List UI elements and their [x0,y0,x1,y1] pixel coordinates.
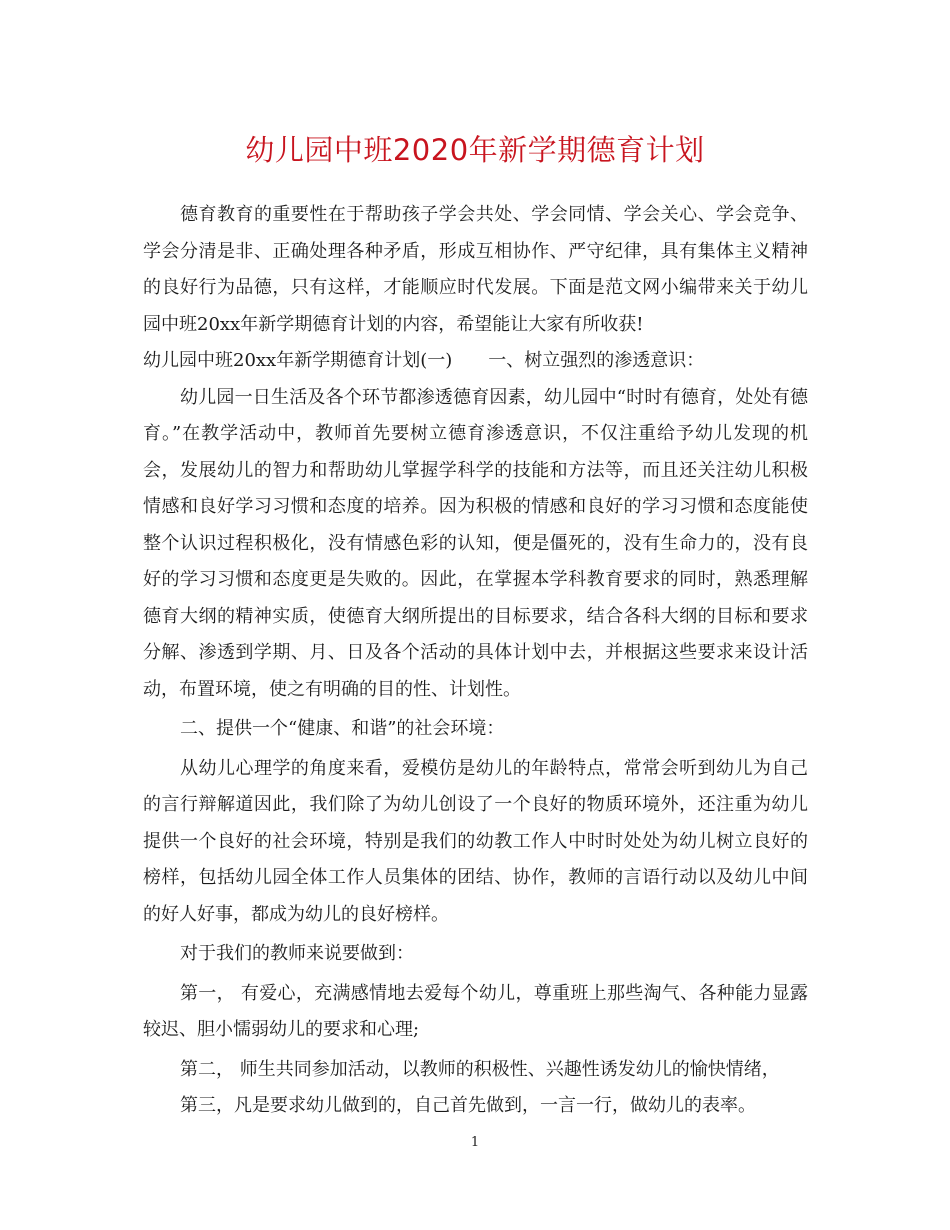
document-body [143,197,808,1125]
intro-paragraph: 德育教育的重要性在于帮助孩子学会共处、学会同情、学会关心、学会竞争、学会分清是非、正确处理各种矛盾，形成互相协作、严守纪律，具有集体主义精神的良好行为品德，只有这样，才能顺应时代发展。下面是范文网小编带来关于幼儿园中班20xx年新学期德育计划的内容，希望能让大家有所收获! [143,204,808,335]
section-heading-1: 幼儿园中班20xx年新学期德育计划(一) 一、树立强烈的渗透意识： [143,350,705,371]
list-item-third: 第三，凡是要求幼儿做到的，自己首先做到，一言一行，做幼儿的表率。 [180,1095,756,1116]
list-item-first: 第一， 有爱心，充满感情地去爱每个幼儿，尊重班上那些淘气、各种能力显露较迟、胆小懦弱幼儿的要求和心理; [143,982,808,1040]
document-title: 幼儿园中班2020年新学期德育计划 [245,133,705,167]
paragraph-moral-infiltration: 幼儿园一日生活及各个环节都渗透德育因素，幼儿园中“时时有德育，处处有德育。”在教学活动中，教师首先要树立德育渗透意识，不仅注重给予幼儿发现的机会，发展幼儿的智力和帮助幼儿掌握学科学的技能和方法等，而且还关注幼儿积极情感和良好学习习惯和态度的培养。因为积极的情感和良好的学习习惯和态度能使整个认识过程积极化，没有情感色彩的认知，便是僵死的，没有生命力的，没有良好的学习习惯和态度更是失败的。因此，在掌握本学科教育要求的同时，熟悉理解德育大纲的精神实质，使德育大纲所提出的目标要求，结合各科大纲的目标和要求分解、渗透到学期、月、日及各个活动的具体计划中去，并根据这些要求来设计活动，布置环境，使之有明确的目的性、计划性。 [143,386,808,700]
paragraph-teacher-requirements: 对于我们的教师来说要做到： [180,943,414,964]
page-number: 1 [470,1135,480,1150]
paragraph-social-environment: 从幼儿心理学的角度来看，爱模仿是幼儿的年龄特点，常常会听到幼儿为自己的言行辩解道因此，我们除了为幼儿创设了一个良好的物质环境外，还注重为幼儿提供一个良好的社会环境，特别是我们的幼教工作人中时时处处为幼儿树立良好的榜样，包括幼儿园全体工作人员集体的团结、协作，教师的言语行动以及幼儿中间的好人好事，都成为幼儿的良好榜样。 [143,757,808,925]
section-heading-2: 二、提供一个“健康、和谐”的社会环境： [180,718,505,739]
list-item-second: 第二， 师生共同参加活动，以教师的积极性、兴趣性诱发幼儿的愉快情绪， [180,1058,780,1080]
